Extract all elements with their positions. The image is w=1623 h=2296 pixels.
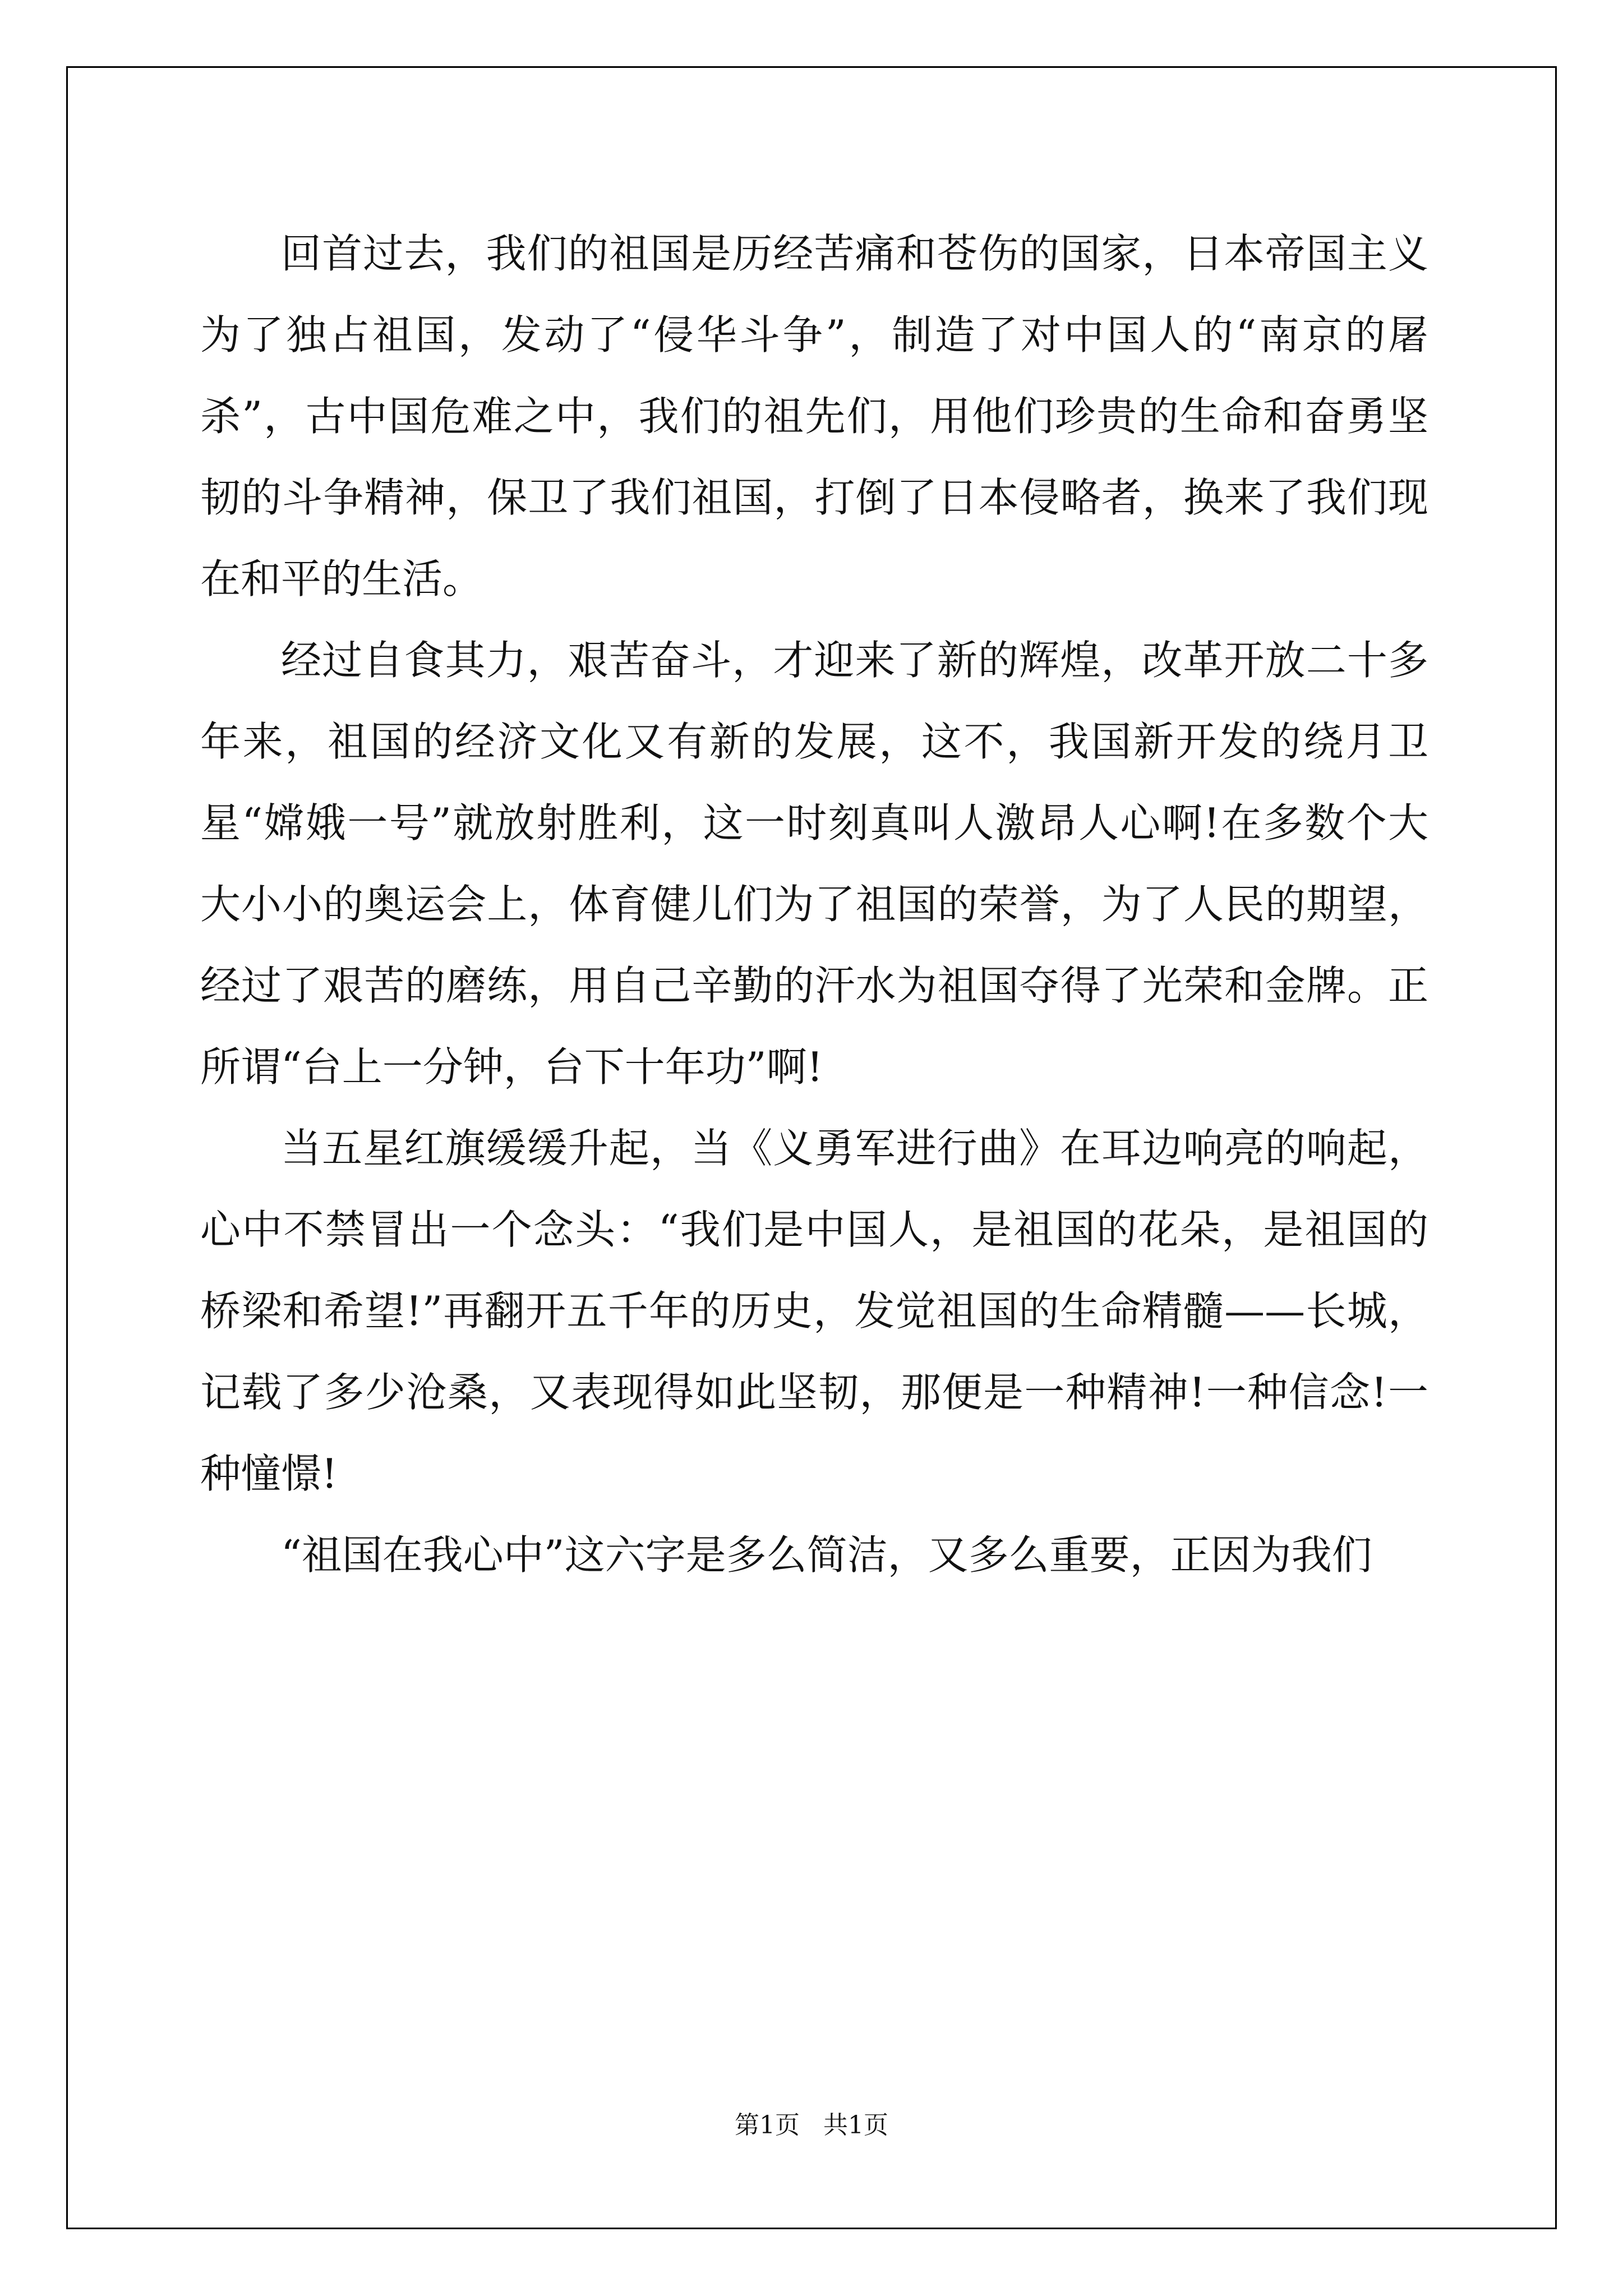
paragraph-1: 回首过去，我们的祖国是历经苦痛和苍伤的国家，日本帝国主义为了独占祖国，发动了“侵华斗争”，制造了对中国人的“南京的屠杀”，古中国危难之中，我们的祖先们，用他们珍贵的生命和奋勇坚韧的斗争精神，保卫了我们祖国，打倒了日本侵略者，换来了我们现在和平的生活。 [200,230,1428,602]
document-body [200,213,1428,1596]
paragraph-4: “祖国在我心中”这六字是多么简洁，又多么重要，正因为我们 [281,1531,1372,1579]
paragraph-2: 经过自食其力，艰苦奋斗，才迎来了新的辉煌，改革开放二十多年来，祖国的经济文化又有新的发展，这不，我国新开发的绕月卫星“嫦娥一号”就放射胜利，这一时刻真叫人激昂人心啊!在多数个大大小小的奥运会上，体育健儿们为了祖国的荣誉，为了人民的期望，经过了艰苦的磨练，用自己辛勤的汗水为祖国夺得了光荣和金牌。正所谓“台上一分钟，台下十年功”啊! [200,637,1428,1091]
paragraph-3: 当五星红旗缓缓升起，当《义勇军进行曲》在耳边响亮的响起，心中不禁冒出一个念头：“我们是中国人，是祖国的花朵，是祖国的桥梁和希望!”再翻开五千年的历史，发觉祖国的生命精髓——长城，记载了多少沧桑，又表现得如此坚韧，那便是一种精神!一种信念!一种憧憬! [200,1125,1428,1497]
page-footer: 第1页 共1页 [735,2111,888,2139]
